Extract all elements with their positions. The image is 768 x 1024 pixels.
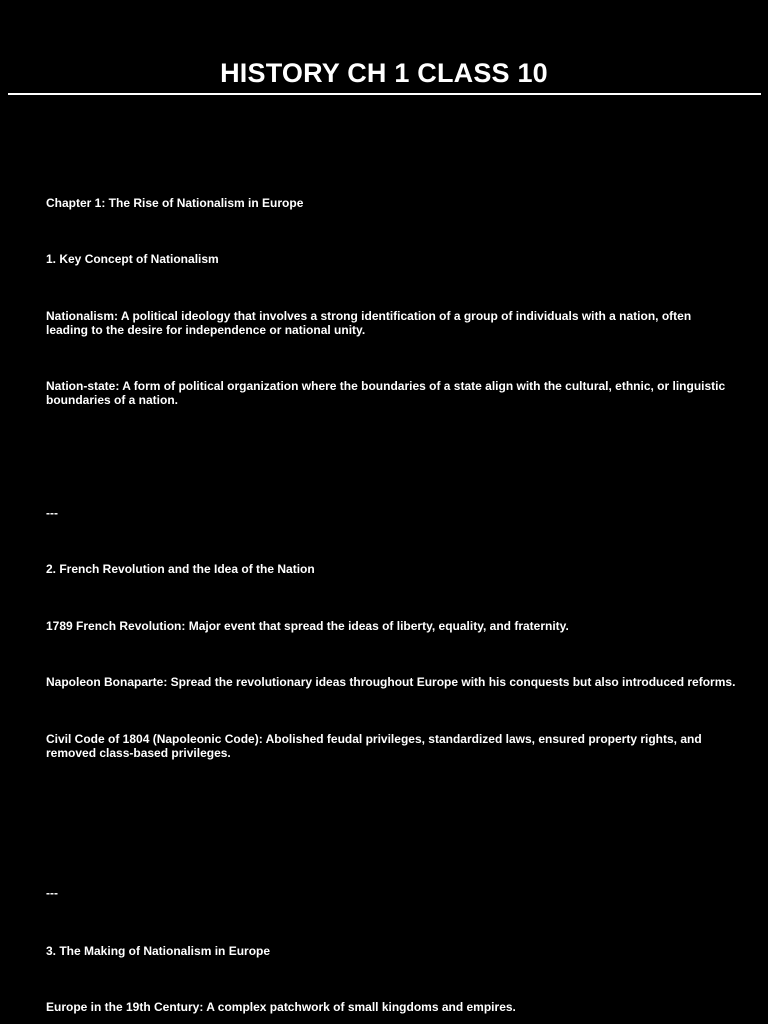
paragraph-1789-revolution: 1789 French Revolution: Major event that spread the ideas of liberty, equality, and fraternity. (46, 619, 569, 633)
page-title: HISTORY CH 1 CLASS 10 (220, 58, 548, 89)
chapter-heading: Chapter 1: The Rise of Nationalism in Europe (46, 196, 304, 210)
separator-2: --- (46, 886, 58, 900)
section-heading-making-nationalism: 3. The Making of Nationalism in Europe (46, 944, 271, 958)
paragraph-nationalism: Nationalism: A political ideology that involves a strong identification of a group of individuals with a nation, often leading to the desire for independence or national unity. (46, 309, 692, 337)
paragraph-napoleon: Napoleon Bonaparte: Spread the revolutionary ideas throughout Europe with his conquests but also introduced reforms. (46, 675, 736, 689)
paragraph-nation-state: Nation-state: A form of political organization where the boundaries of a state align with the cultural, ethnic, or linguistic boundaries of a nation. (46, 379, 726, 407)
paragraph-civil-code: Civil Code of 1804 (Napoleonic Code): Abolished feudal privileges, standardized laws, ensured property rights, and removed class-based privileges. (46, 732, 702, 760)
separator-1: --- (46, 506, 58, 520)
paragraph-europe-19th-century: Europe in the 19th Century: A complex patchwork of small kingdoms and empires. (46, 1000, 516, 1014)
title-divider (8, 93, 761, 95)
section-heading-key-concept: 1. Key Concept of Nationalism (46, 252, 219, 266)
section-heading-french-revolution: 2. French Revolution and the Idea of the Nation (46, 562, 315, 576)
